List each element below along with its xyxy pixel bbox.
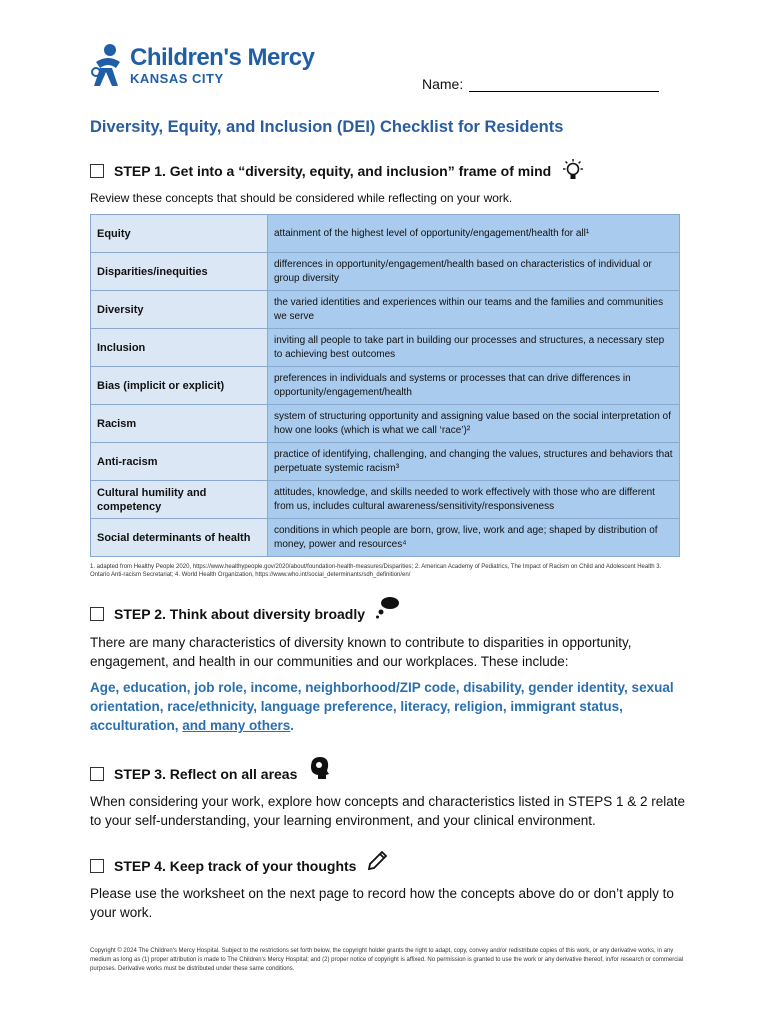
childrens-mercy-logo [90,42,314,90]
concept-definition: system of structuring opportunity and assigning value based on the social interpretation of how one looks (which is what we call ‘race’)² [268,405,680,443]
concept-definition: preferences in individuals and systems or processes that can drive differences in opportunity/engagement/health [268,367,680,405]
concept-definition: practice of identifying, challenging, and changing the values, structures and behaviors that perpetuate systemic racism³ [268,443,680,481]
concept-row [91,215,680,253]
concept-row [91,481,680,519]
step2-label: STEP 2. Think about diversity broadly [114,606,366,622]
concept-definition: conditions in which people are born, grow, live, work and age; shaped by distribution of money, power and resources⁴ [268,519,680,557]
concept-term: Equity [91,215,268,253]
concept-row [91,291,680,329]
step4-text: Please use the worksheet on the next page to record how the concepts above do or don’t apply to your work. [90,886,674,920]
step2-checkbox[interactable] [90,607,104,621]
concept-definition: attitudes, knowledge, and skills needed to work effectively with those who are different from us, includes cultural awareness/sensitivity/responsiveness [268,481,680,519]
concepts-table [90,214,680,557]
concept-definition: attainment of the highest level of opportunity/engagement/health for all¹ [268,215,680,253]
concept-term: Diversity [91,291,268,329]
thought-bubble-icon [375,595,401,619]
concept-term: Inclusion [91,329,268,367]
diversity-characteristics: Age, education, job role, income, neighborhood/ZIP code, disability, gender identity, sexual orientation, race/ethnicity, language preference, literacy, religion, immigrant status, acculturation, and many others. [90,680,674,733]
name-label: Name: [422,76,464,92]
concept-term: Bias (implicit or explicit) [91,367,268,405]
page-title: Diversity, Equity, and Inclusion (DEI) Checklist for Residents [90,118,564,136]
concept-row [91,519,680,557]
logo-figure-icon [90,42,126,90]
concept-definition: the varied identities and experiences within our teams and the families and communities we serve [268,291,680,329]
concept-row [91,329,680,367]
concepts-intro: Review these concepts that should be considered while reflecting on your work. [90,191,513,205]
step2-text: There are many characteristics of diversity known to contribute to disparities in opportunity, engagement, and health in our communities and our workplaces. These include: [90,635,632,669]
step3-label: STEP 3. Reflect on all areas [114,766,298,782]
step4-label: STEP 4. Keep track of your thoughts [114,858,357,874]
concept-row [91,405,680,443]
concept-term: Racism [91,405,268,443]
step3-row [90,766,331,782]
step1-label: STEP 1. Get into a “diversity, equity, and inclusion” frame of mind [114,163,552,179]
concept-row [91,367,680,405]
step3-text: When considering your work, explore how concepts and characteristics listed in STEPS 1 & 2 relate to your self-understanding, your learning environment, and your clinical environment. [90,794,686,828]
step1-checkbox[interactable] [90,164,104,178]
lightbulb-icon [561,158,585,184]
step4-checkbox[interactable] [90,859,104,873]
pencil-icon [366,850,388,872]
step2-row [90,606,401,622]
concept-term: Social determinants of health [91,519,268,557]
concept-definition: differences in opportunity/engagement/health based on characteristics of individual or group diversity [268,253,680,291]
diversity-list: Age, education, job role, income, neighborhood/ZIP code, disability, gender identity, sexual orientation, race/ethnicity, language preference, literacy, religion, immigrant status, acculturation, [90,680,674,733]
step4-row [90,858,388,874]
step3-checkbox[interactable] [90,767,104,781]
footnotes: 1. adapted from Healthy People 2020, https://www.healthypeople.gov/2020/about/foundation-health-measures/Disparities; 2. American Academy of Pediatrics, The Impact of Racism on Child and Adolescent Health 3. Ontario Anti-racism Secretariat; 4. World Health Organization, https://www.who.int/social_determinants/sdh_definition/en/ [90,564,662,578]
head-gears-icon [307,755,331,781]
concept-term: Disparities/inequities [91,253,268,291]
concept-row [91,443,680,481]
concept-term: Anti-racism [91,443,268,481]
logo-city: KANSAS CITY [130,71,224,86]
concept-definition: inviting all people to take part in building our processes and structures, a necessary step to achieving best outcomes [268,329,680,367]
concept-row [91,253,680,291]
name-field[interactable] [422,76,659,92]
diversity-list-end: and many others [182,718,291,733]
name-blank-line[interactable] [469,77,659,92]
copyright-notice: Copyright © 2024 The Children's Mercy Hospital. Subject to the restrictions set forth below, the copyright holder grants the right to adapt, copy, convey and/or redistribute copies of this work, or any derivative works, in any medium as long as (1) proper attribution is made to The Children's Mercy Hospital; and (2) proper notice of copyright is affixed. No permission is granted to use the work or any derivative thereof, in/for research or commercial purposes. Derivative works must be distributed under these same conditions. [90,948,684,972]
logo-name: Children's Mercy [130,44,315,71]
concept-term: Cultural humility and competency [91,481,268,519]
step1-row [90,158,585,184]
